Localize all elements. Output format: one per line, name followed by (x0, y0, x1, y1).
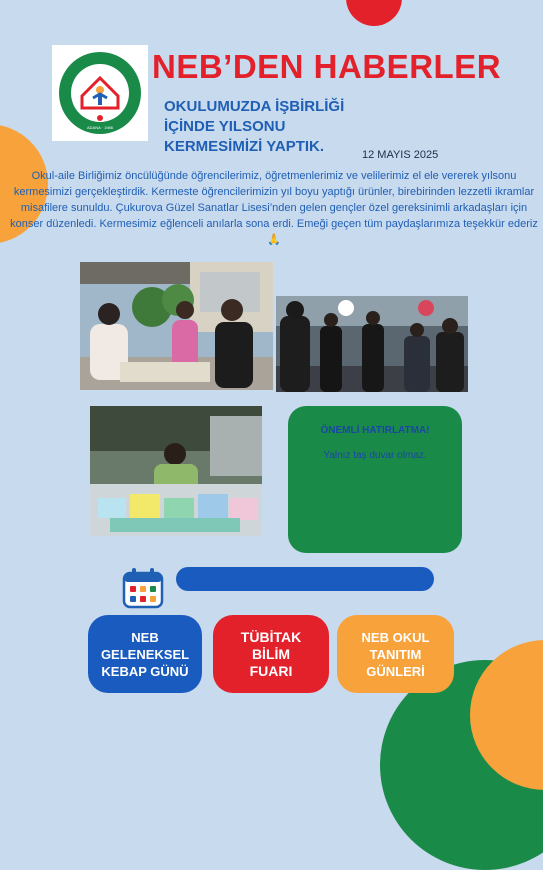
school-logo (52, 45, 148, 141)
subtitle-line-3: KERMESİMİZİ YAPTIK. (164, 138, 325, 155)
reminder-title: ÖNEMLİ HATIRLATMA! (320, 425, 430, 436)
article-body: Okul-aile Birliğimiz öncülüğünde öğrencilerimiz, öğretmenlerimiz ve velilerimiz el ele vererek yılsonu kermesimizi gerçekleştirdik. Kermeste öğrencilerimizin yıl boyu yaptığı ürünler, birebirinden lezzetli ikramlar misafilere sunuldu. Çukurova Güzel Sanatlar Lisesi’nden gelen gençler özel gereksinimli arkadaşları için konser düzenledi. Kermesimiz eğlenceli anılarla sona erdi. Emeği geçen tüm paydaşlarımıza teşekkür ederiz 🙏 (10, 170, 538, 246)
article-date: 12 MAYIS 2025 (362, 149, 439, 161)
kebab-day-button[interactable] (88, 615, 202, 693)
article-subtitle (164, 97, 364, 157)
calendar-icon (121, 566, 165, 610)
subtitle-line-1: OKULUMUZDA İŞBİRLİĞİ (164, 98, 345, 115)
blue-banner-bar (176, 567, 434, 591)
subtitle-line-2: İÇİNDE YILSONU (164, 118, 286, 135)
tubitak-fair-button[interactable] (213, 615, 329, 693)
decorative-red-circle (346, 0, 402, 26)
reminder-text: Yalnız taş duvar olmaz. (323, 450, 427, 461)
crafts-table-photo (90, 406, 262, 536)
school-promo-days-button[interactable] (337, 615, 454, 693)
school-logo-emblem (57, 50, 143, 136)
important-reminder-box (288, 406, 462, 553)
school-promo-days-label: NEB OKUL TANITIM GÜNLERİ (361, 629, 430, 679)
concert-photo (276, 296, 468, 392)
page-title: NEB’DEN HABERLER (152, 48, 502, 85)
tubitak-fair-label: TÜBİTAK BİLİM FUARI (240, 628, 302, 679)
kermes-photo-stand (80, 262, 273, 390)
kebab-day-label: NEB GELENEKSEL KEBAP GÜNÜ (100, 629, 190, 679)
logo-city-year: ADANA · 1986 (86, 125, 114, 130)
